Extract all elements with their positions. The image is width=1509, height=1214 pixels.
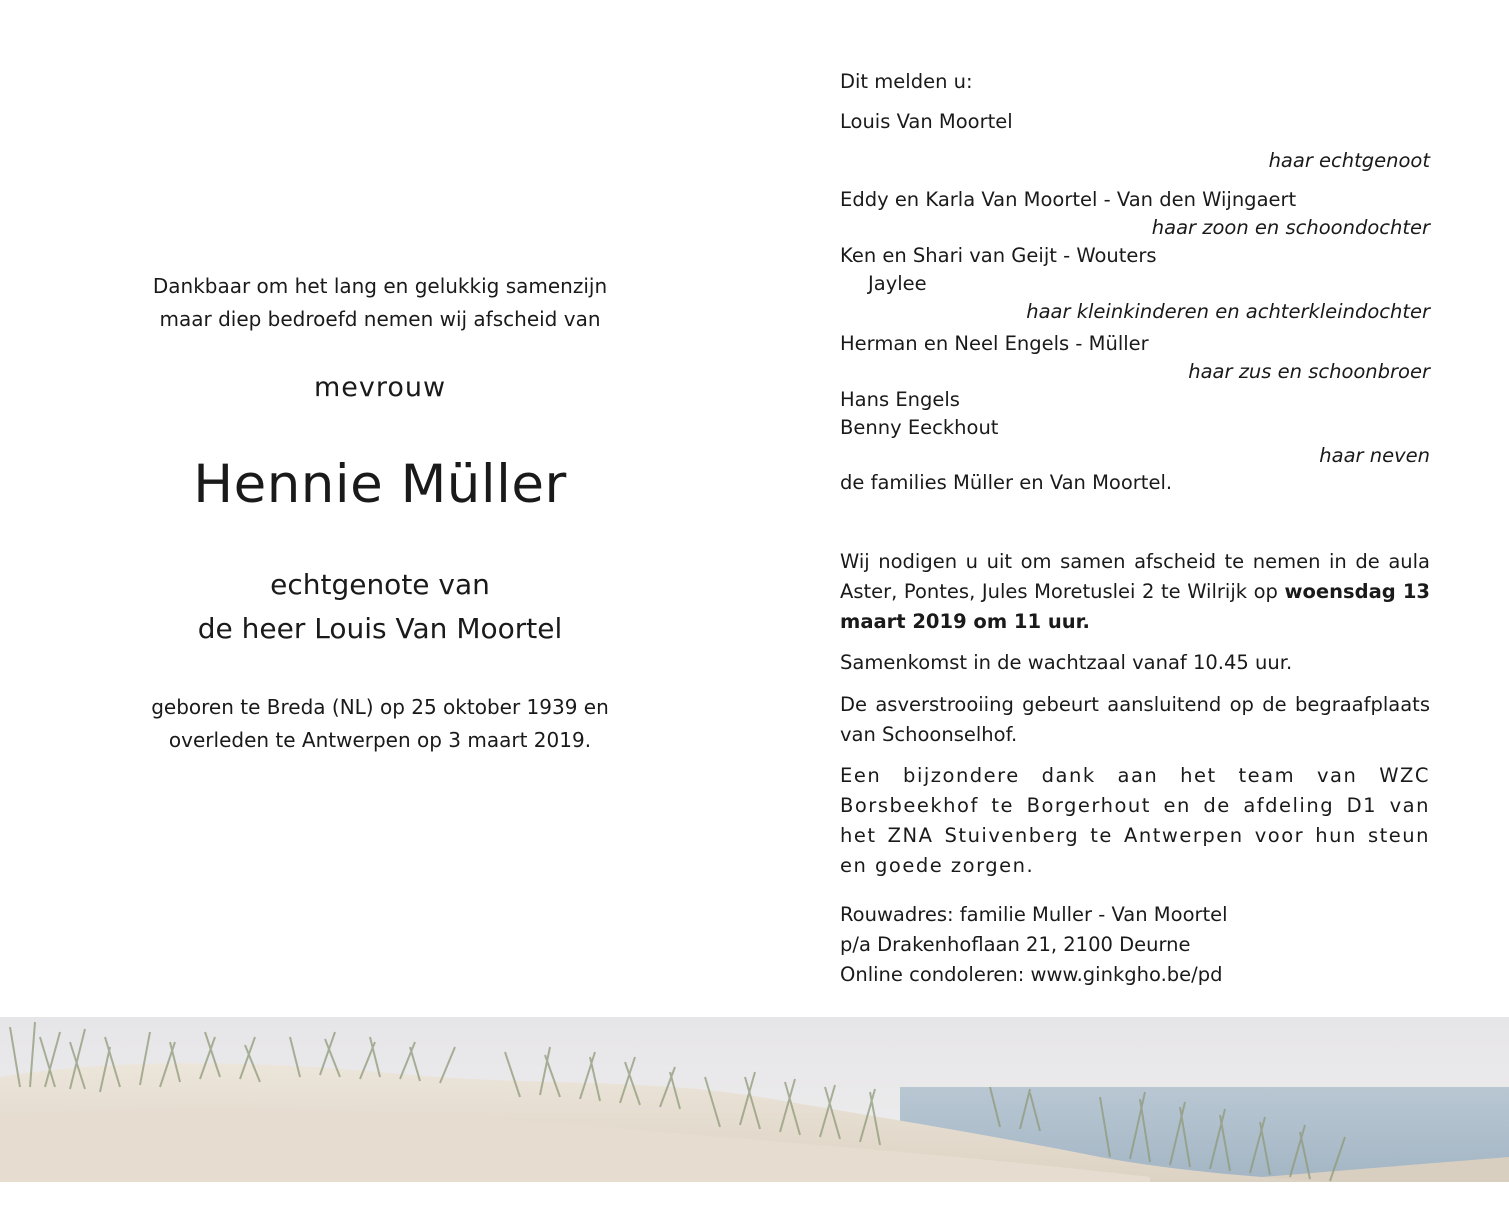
family-role: haar echtgenoot bbox=[1268, 149, 1430, 172]
intro-line-2: maar diep bedroefd nemen wij afscheid van bbox=[159, 307, 601, 331]
family-member: Hans Engels bbox=[840, 388, 960, 411]
deceased-name: Hennie Müller bbox=[193, 454, 567, 515]
honorific: mevrouw bbox=[313, 372, 447, 403]
family-member: Ken en Shari van Geijt - Wouters bbox=[840, 244, 1157, 267]
intro-text bbox=[120, 270, 640, 336]
family-role: haar kleinkinderen en achterkleindochter bbox=[1026, 300, 1430, 323]
families-line: de families Müller en Van Moortel. bbox=[840, 471, 1173, 494]
family-member: Louis Van Moortel bbox=[840, 110, 1013, 133]
life-dates bbox=[120, 691, 640, 757]
invitation-paragraph bbox=[840, 547, 1430, 637]
dates-line-2: overleden te Antwerpen op 3 maart 2019. bbox=[168, 728, 592, 752]
address-line-3: Online condoleren: www.ginkgho.be/pd bbox=[840, 963, 1223, 986]
spouse-text bbox=[120, 563, 640, 651]
family-member: Eddy en Karla Van Moortel - Van den Wijngaert bbox=[840, 188, 1297, 211]
family-member: Jaylee bbox=[868, 272, 927, 295]
intro-line-1: Dankbaar om het lang en gelukkig samenzijn bbox=[152, 274, 608, 298]
dates-line-1: geboren te Breda (NL) op 25 oktober 1939 en bbox=[151, 695, 609, 719]
gathering-paragraph: Samenkomst in de wachtzaal vanaf 10.45 uur. bbox=[840, 651, 1293, 674]
address-line-2: p/a Drakenhoflaan 21, 2100 Deurne bbox=[840, 933, 1191, 956]
thanks-paragraph: Een bijzondere dank aan het team van WZC Borsbeekhof te Borgerhout en de afdeling D1 van het ZNA Stuivenberg te Antwerpen voor hun steun en goede zorgen. bbox=[840, 764, 1430, 877]
invitation-text: Wij nodigen u uit om samen afscheid te nemen in de aula Aster, Pontes, Jules Moretuslei 2 te Wilrijk op bbox=[840, 550, 1430, 603]
family-member: Herman en Neel Engels - Müller bbox=[840, 332, 1149, 355]
family-role: haar zus en schoonbroer bbox=[1188, 360, 1430, 383]
scattering-paragraph: De asverstrooiing gebeurt aansluitend op de begraafplaats van Schoonselhof. bbox=[840, 693, 1430, 746]
family-role: haar zoon en schoondochter bbox=[1151, 216, 1430, 239]
address-block bbox=[840, 900, 1430, 990]
spouse-line-2: de heer Louis Van Moortel bbox=[197, 612, 563, 645]
spouse-line-1: echtgenote van bbox=[270, 568, 490, 601]
family-role: haar neven bbox=[1319, 444, 1430, 467]
address-line-1: Rouwadres: familie Muller - Van Moortel bbox=[840, 903, 1228, 926]
dune-beach-image bbox=[0, 1017, 1509, 1182]
announcement-heading: Dit melden u: bbox=[840, 70, 973, 93]
family-member: Benny Eeckhout bbox=[840, 416, 999, 439]
invitation-date: woensdag 13 maart 2019 om 11 uur. bbox=[840, 580, 1430, 633]
